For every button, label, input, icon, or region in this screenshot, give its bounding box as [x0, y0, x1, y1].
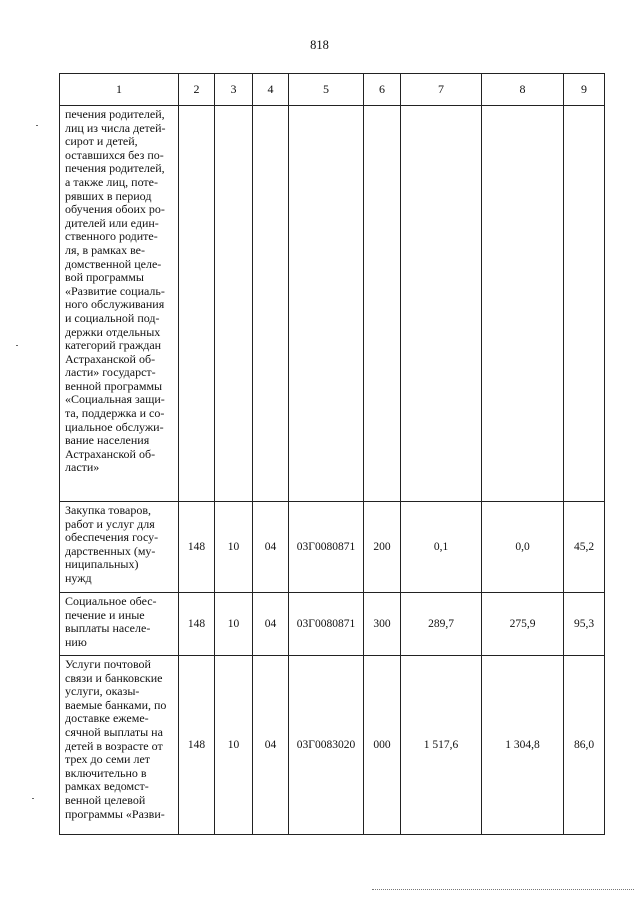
description-line: ваемые банками, по: [65, 697, 167, 712]
description-line: печения родителей,: [65, 161, 165, 176]
description-line: сирот и детей,: [65, 134, 138, 149]
description-line: венной целевой: [65, 792, 146, 807]
description-line: вание населения: [65, 433, 150, 448]
description-line: категорий граждан: [65, 338, 162, 353]
header-cell-5: 5: [289, 74, 364, 106]
description-line: циальное обслужи-: [65, 419, 164, 434]
table-row: [60, 106, 605, 502]
description-line: включительно в: [65, 765, 147, 780]
cell-col-6: [364, 106, 401, 502]
description-line: обеспечения госу-: [65, 530, 159, 545]
row-description: [60, 656, 179, 835]
cell-col-7: 0,1: [401, 502, 482, 593]
description-line: венной программы: [65, 378, 163, 393]
cell-col-6: 200: [364, 502, 401, 593]
cell-col-3: 10: [215, 656, 253, 835]
description-line: печение и иные: [65, 607, 145, 622]
page-number: 818: [310, 38, 329, 52]
description-line: Услуги почтовой: [65, 657, 151, 671]
cell-col-7: 1 517,6: [401, 656, 482, 835]
description-line: выплаты населе-: [65, 621, 151, 636]
cell-col-8: 275,9: [482, 593, 564, 656]
description-line: и социальной под-: [65, 310, 160, 325]
description-line: печения родителей,: [65, 107, 165, 121]
description-line: Астраханской об-: [65, 446, 156, 461]
description-line: ниципальных): [65, 557, 139, 572]
scan-speck: [16, 345, 18, 346]
header-cell-2: 2: [179, 74, 215, 106]
header-cell-4: 4: [253, 74, 289, 106]
header-row: [60, 74, 605, 106]
table-row: [60, 656, 605, 835]
description-line: рамках ведомст-: [65, 779, 149, 794]
cell-col-8: 0,0: [482, 502, 564, 593]
cell-col-7: [401, 106, 482, 502]
cell-col-4: 04: [253, 593, 289, 656]
cell-col-4: 04: [253, 502, 289, 593]
cell-col-2: [179, 106, 215, 502]
cell-col-6: 300: [364, 593, 401, 656]
cell-col-5: 03Г0080871: [289, 593, 364, 656]
header-cell-8: 8: [482, 74, 564, 106]
description-line: рявших в период: [65, 188, 152, 203]
description-line: детей в возрасте от: [65, 738, 163, 753]
description-line: сячной выплаты на: [65, 724, 163, 739]
cell-col-3: 10: [215, 502, 253, 593]
cell-col-8: 1 304,8: [482, 656, 564, 835]
description-line: Астраханской об-: [65, 351, 156, 366]
description-line: Закупка товаров,: [65, 503, 151, 517]
cell-col-5: 03Г0080871: [289, 502, 364, 593]
description-line: та, поддержка и со-: [65, 406, 165, 421]
description-line: ного обслуживания: [65, 297, 165, 312]
description-line: «Развитие социаль-: [65, 283, 165, 298]
cell-col-9: 86,0: [564, 656, 605, 835]
header-cell-6: 6: [364, 74, 401, 106]
cell-col-4: [253, 106, 289, 502]
description-line: а также лиц, поте-: [65, 174, 158, 189]
cell-col-8: [482, 106, 564, 502]
row-description: [60, 593, 179, 656]
cell-col-7: 289,7: [401, 593, 482, 656]
header-cell-1: 1: [60, 74, 179, 106]
description-line: обучения обоих ро-: [65, 202, 165, 217]
description-line: «Социальная защи-: [65, 392, 165, 407]
cell-col-3: 10: [215, 593, 253, 656]
cell-col-9: 45,2: [564, 502, 605, 593]
description-line: нужд: [65, 570, 92, 585]
description-line: держки отдельных: [65, 324, 161, 339]
description-line: Социальное обес-: [65, 594, 157, 608]
description-line: лиц из числа детей-: [65, 120, 166, 135]
description-line: связи и банковские: [65, 670, 163, 685]
cell-col-4: 04: [253, 656, 289, 835]
table-row: [60, 502, 605, 593]
cell-col-2: 148: [179, 502, 215, 593]
cell-col-2: 148: [179, 593, 215, 656]
cell-col-6: 000: [364, 656, 401, 835]
description-line: дителей или един-: [65, 215, 159, 230]
description-line: домственной целе-: [65, 256, 162, 271]
header-cell-3: 3: [215, 74, 253, 106]
description-line: программы «Разви-: [65, 806, 165, 821]
row-description: [60, 106, 179, 502]
description-line: доставке ежеме-: [65, 711, 149, 726]
budget-table: [59, 73, 605, 835]
scan-speck: [32, 798, 34, 799]
description-line: ственного родите-: [65, 229, 158, 244]
cell-col-3: [215, 106, 253, 502]
footer-rule: [372, 889, 634, 890]
cell-col-5: 03Г0083020: [289, 656, 364, 835]
description-line: дарственных (му-: [65, 543, 156, 558]
cell-col-5: [289, 106, 364, 502]
header-cell-7: 7: [401, 74, 482, 106]
description-line: оставшихся без по-: [65, 147, 164, 162]
description-line: ласти» государст-: [65, 365, 156, 380]
scan-speck: [36, 125, 38, 126]
row-description: [60, 502, 179, 593]
description-line: ласти»: [65, 460, 100, 475]
description-line: нию: [65, 634, 87, 649]
description-line: ля, в рамках ве-: [65, 242, 145, 257]
cell-col-9: [564, 106, 605, 502]
cell-col-9: 95,3: [564, 593, 605, 656]
description-line: трех до семи лет: [65, 752, 151, 767]
header-cell-9: 9: [564, 74, 605, 106]
description-line: услуги, оказы-: [65, 684, 140, 699]
cell-col-2: 148: [179, 656, 215, 835]
description-line: работ и услуг для: [65, 516, 155, 531]
table-row: [60, 593, 605, 656]
description-line: вой программы: [65, 270, 144, 285]
